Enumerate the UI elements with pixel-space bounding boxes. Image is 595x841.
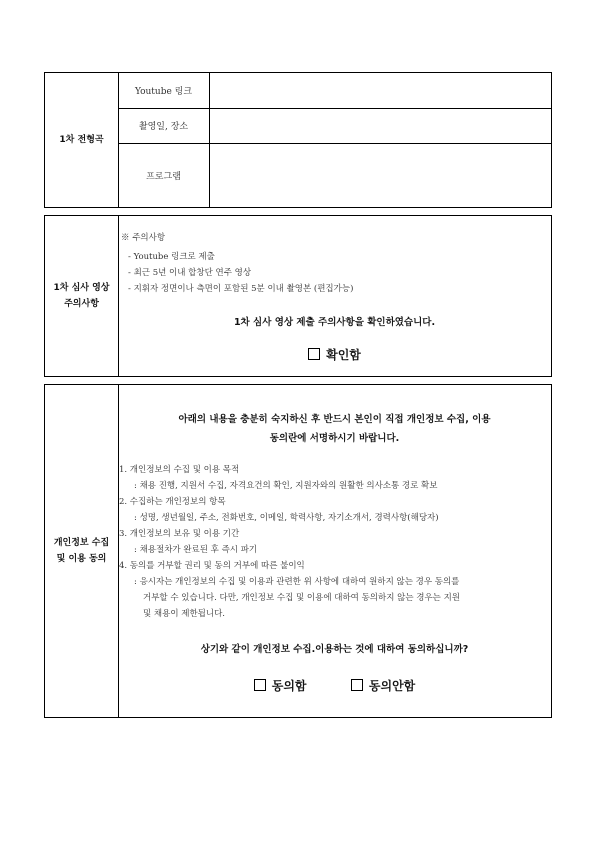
section2-header-line1: 1차 심사 영상 bbox=[53, 283, 110, 293]
privacy-item-body: : 채용절차가 완료된 후 즉시 파기 bbox=[134, 545, 258, 555]
section3-header-line1: 개인정보 수집 bbox=[53, 538, 110, 548]
recording-date-label: 촬영일, 장소 bbox=[118, 108, 210, 143]
recording-date-field[interactable] bbox=[210, 108, 551, 143]
section2-content bbox=[118, 216, 551, 376]
privacy-item-title: 1. 개인정보의 수집 및 이용 목적 bbox=[119, 465, 240, 475]
program-label: 프로그램 bbox=[118, 143, 210, 207]
disagree-checkbox[interactable] bbox=[351, 679, 363, 691]
notice-item: - 지휘자 정면이나 측면이 포함된 5분 이내 촬영본 (편집가능) bbox=[128, 284, 354, 294]
video-notice-table bbox=[44, 215, 552, 377]
privacy-item-title: 3. 개인정보의 보유 및 이용 기간 bbox=[119, 529, 240, 539]
privacy-intro-line2: 동의란에 서명하시기 바랍니다. bbox=[269, 433, 400, 444]
consent-options bbox=[118, 677, 551, 694]
notice-item: - 최근 5년 이내 합창단 연주 영상 bbox=[128, 268, 252, 278]
notice-title: ※ 주의사항 bbox=[121, 233, 166, 243]
confirm-checkbox-label: 확인함 bbox=[326, 348, 361, 362]
youtube-link-label: Youtube 링크 bbox=[118, 73, 210, 108]
privacy-item-title: 4. 동의를 거부할 권리 및 동의 거부에 따른 불이익 bbox=[119, 561, 305, 571]
confirm-checkbox-group[interactable] bbox=[118, 346, 551, 363]
privacy-item-body: 및 채용이 제한됩니다. bbox=[143, 609, 226, 619]
section1-header: 1차 전형곡 bbox=[45, 73, 119, 207]
section3-content bbox=[118, 385, 551, 717]
privacy-consent-table bbox=[44, 384, 552, 718]
notice-item: - Youtube 링크로 제출 bbox=[128, 252, 215, 262]
section2-header-line2: 주의사항 bbox=[64, 299, 99, 309]
youtube-link-field[interactable] bbox=[210, 73, 551, 108]
performance-info-table bbox=[44, 72, 552, 208]
privacy-item-title: 2. 수집하는 개인정보의 항목 bbox=[119, 497, 226, 507]
agree-label: 동의함 bbox=[271, 679, 307, 693]
section3-header bbox=[45, 385, 119, 717]
disagree-option[interactable] bbox=[351, 679, 415, 693]
agree-option[interactable] bbox=[254, 679, 307, 693]
privacy-item-body: : 성명, 생년월일, 주소, 전화번호, 이메일, 학력사항, 자기소개서, 경력사항(해당자) bbox=[134, 513, 439, 523]
privacy-intro-line1: 아래의 내용을 충분히 숙지하신 후 반드시 본인이 직접 개인정보 수집, 이용 bbox=[178, 414, 491, 425]
notice-confirm-text: 1차 심사 영상 제출 주의사항을 확인하였습니다. bbox=[233, 317, 436, 328]
section3-header-line2: 및 이용 동의 bbox=[56, 554, 107, 564]
section2-header bbox=[45, 216, 119, 376]
disagree-label: 동의안함 bbox=[368, 679, 416, 693]
agree-checkbox[interactable] bbox=[254, 679, 266, 691]
privacy-item-body: : 채용 진행, 지원서 수집, 자격요건의 확인, 지원자와의 원활한 의사소통 경로 확보 bbox=[134, 481, 438, 491]
privacy-item-body: : 응시자는 개인정보의 수집 및 이용과 관련한 위 사항에 대하여 원하지 않는 경우 동의를 bbox=[134, 577, 460, 587]
privacy-question: 상기와 같이 개인정보 수집.이용하는 것에 대하여 동의하십니까? bbox=[200, 644, 469, 655]
privacy-item-body: 거부할 수 있습니다. 다만, 개인정보 수집 및 이용에 대하여 동의하지 않는 경우는 지원 bbox=[143, 593, 461, 603]
program-field[interactable] bbox=[210, 143, 551, 207]
confirm-checkbox[interactable] bbox=[308, 348, 320, 360]
